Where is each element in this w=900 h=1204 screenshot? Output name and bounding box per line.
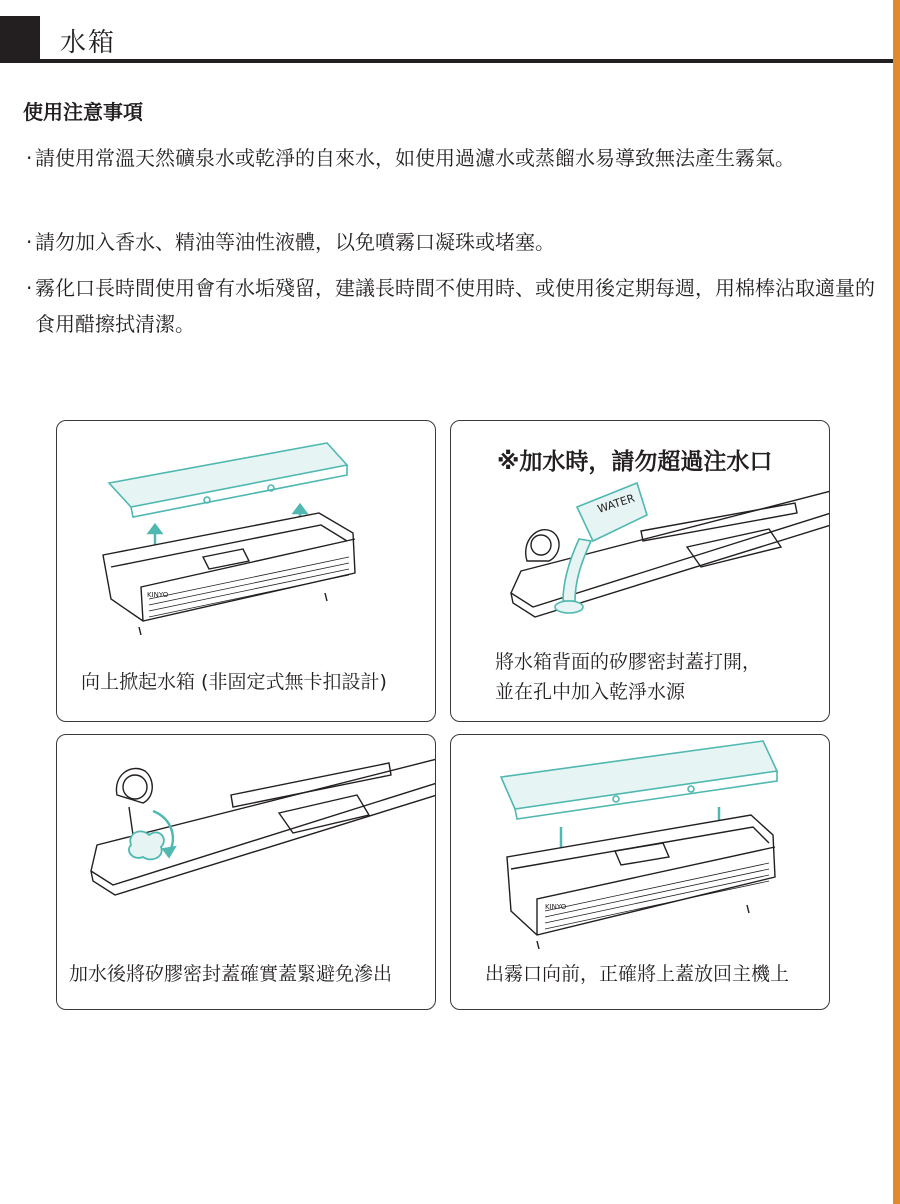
note-text: 請使用常溫天然礦泉水或乾淨的自來水，如使用過濾水或蒸餾水易導致無法產生霧氣。 bbox=[35, 146, 795, 170]
notes-title: 使用注意事項 bbox=[23, 100, 143, 124]
brand-label: KINYO bbox=[147, 591, 169, 599]
header-marker bbox=[0, 16, 40, 60]
replace-lid-illustration bbox=[451, 735, 830, 955]
brand-label: KINYO bbox=[545, 903, 567, 911]
add-water-illustration bbox=[451, 421, 830, 651]
step-panel-lift-tank bbox=[56, 420, 436, 722]
step-panel-replace-lid bbox=[450, 734, 830, 1010]
step-caption-line2: 並在孔中加入乾淨水源 bbox=[495, 681, 686, 703]
lift-tank-illustration bbox=[57, 421, 436, 661]
step-caption: 加水後將矽膠密封蓋確實蓋緊避免滲出 bbox=[69, 963, 393, 985]
step-caption: 向上掀起水箱 (非固定式無卡扣設計) bbox=[81, 671, 387, 693]
page-edge-stripe bbox=[893, 0, 900, 1204]
bullet: · bbox=[26, 276, 33, 300]
fill-warning: ※加水時，請勿超過注水口 bbox=[497, 449, 773, 475]
note-text: 霧化口長時間使用會有水垢殘留，建議長時間不使用時、或使用後定期每週，用棉棒沾取適量的食用醋擦拭清潔。 bbox=[35, 276, 875, 336]
note-text: 請勿加入香水、精油等油性液體，以免噴霧口凝珠或堵塞。 bbox=[35, 230, 555, 254]
step-panel-seal-cap bbox=[56, 734, 436, 1010]
seal-cap-illustration bbox=[57, 735, 436, 955]
header-rule bbox=[0, 59, 893, 63]
step-panel-add-water bbox=[450, 420, 830, 722]
note-item bbox=[26, 270, 876, 342]
note-item bbox=[26, 224, 876, 260]
bullet: · bbox=[26, 146, 33, 170]
section-header bbox=[0, 0, 893, 64]
bullet: · bbox=[26, 230, 33, 254]
step-caption-line1: 將水箱背面的矽膠密封蓋打開， bbox=[495, 651, 762, 673]
step-caption: 出霧口向前，正確將上蓋放回主機上 bbox=[485, 963, 790, 985]
note-item bbox=[26, 140, 876, 176]
section-title: 水箱 bbox=[60, 28, 117, 58]
cup-label: WATER bbox=[595, 491, 637, 516]
